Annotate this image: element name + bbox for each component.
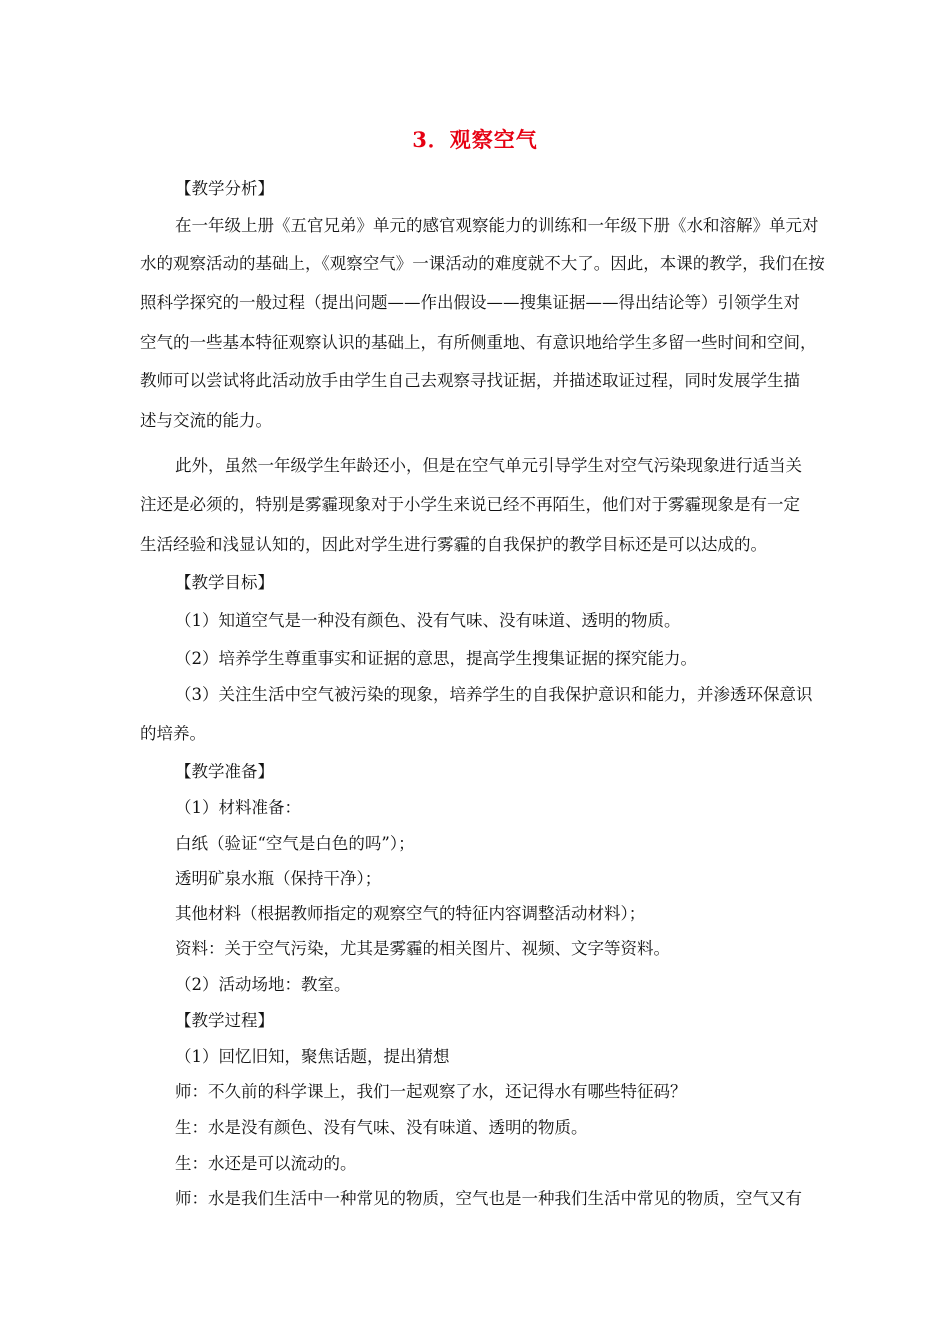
prep-item: 透明矿泉水瓶（保持干净）；: [175, 869, 382, 888]
paragraph-line: 述与交流的能力。: [140, 411, 272, 430]
paragraph-line: 此外，虽然一年级学生年龄还小，但是在空气单元引导学生对空气污染现象进行适当关: [175, 456, 802, 475]
paragraph-line: 空气的一些基本特征观察认识的基础上，有所侧重地、有意识地给学生多留一些时间和空间，: [140, 333, 817, 352]
process-item: 生：水是没有颜色、没有气味、没有味道、透明的物质。: [175, 1118, 588, 1137]
paragraph-line: 水的观察活动的基础上，《观察空气》一课活动的难度就不大了。因此，本课的教学，我们在按: [140, 254, 825, 273]
prep-item: （2）活动场地：教室。: [175, 975, 351, 994]
prep-item: 白纸（验证“空气是白色的吗”）；: [175, 834, 415, 853]
process-item: 师：水是我们生活中一种常见的物质，空气也是一种我们生活中常见的物质，空气又有: [175, 1189, 802, 1208]
section-heading-goals: 【教学目标】: [175, 573, 274, 592]
process-item: （1）回忆旧知，聚焦话题，提出猜想: [175, 1047, 450, 1066]
paragraph-line: 照科学探究的一般过程（提出问题——作出假设——搜集证据——得出结论等）引领学生对: [140, 293, 800, 312]
process-item: 生：水还是可以流动的。: [175, 1154, 357, 1173]
prep-item: 资料：关于空气污染，尤其是雾霾的相关图片、视频、文字等资料。: [175, 939, 670, 958]
prep-item: （1）材料准备：: [175, 798, 301, 817]
goal-item: （2）培养学生尊重事实和证据的意思，提高学生搜集证据的探究能力。: [175, 649, 697, 668]
goal-item: （1）知道空气是一种没有颜色、没有气味、没有味道、透明的物质。: [175, 611, 681, 630]
goal-item-continued: 的培养。: [140, 724, 206, 743]
goal-item: （3）关注生活中空气被污染的现象，培养学生的自我保护意识和能力，并渗透环保意识: [175, 685, 813, 704]
section-heading-analysis: 【教学分析】: [175, 179, 274, 198]
section-heading-prep: 【教学准备】: [175, 762, 274, 781]
paragraph-line: 教师可以尝试将此活动放手由学生自己去观察寻找证据，并描述取证过程，同时发展学生描: [140, 371, 800, 390]
paragraph-line: 在一年级上册《五官兄弟》单元的感官观察能力的训练和一年级下册《水和溶解》单元对: [175, 216, 819, 235]
process-item: 师：不久前的科学课上，我们一起观察了水，还记得水有哪些特征码？: [175, 1082, 687, 1101]
prep-item: 其他材料（根据教师指定的观察空气的特征内容调整活动材料）；: [175, 904, 646, 923]
paragraph-line: 注还是必须的，特别是雾霾现象对于小学生来说已经不再陌生，他们对于雾霾现象是有一定: [140, 495, 800, 514]
section-heading-process: 【教学过程】: [175, 1011, 274, 1030]
paragraph-line: 生活经验和浅显认知的，因此对学生进行雾霾的自我保护的教学目标还是可以达成的。: [140, 535, 767, 554]
page-title: 3．观察空气: [412, 127, 538, 152]
